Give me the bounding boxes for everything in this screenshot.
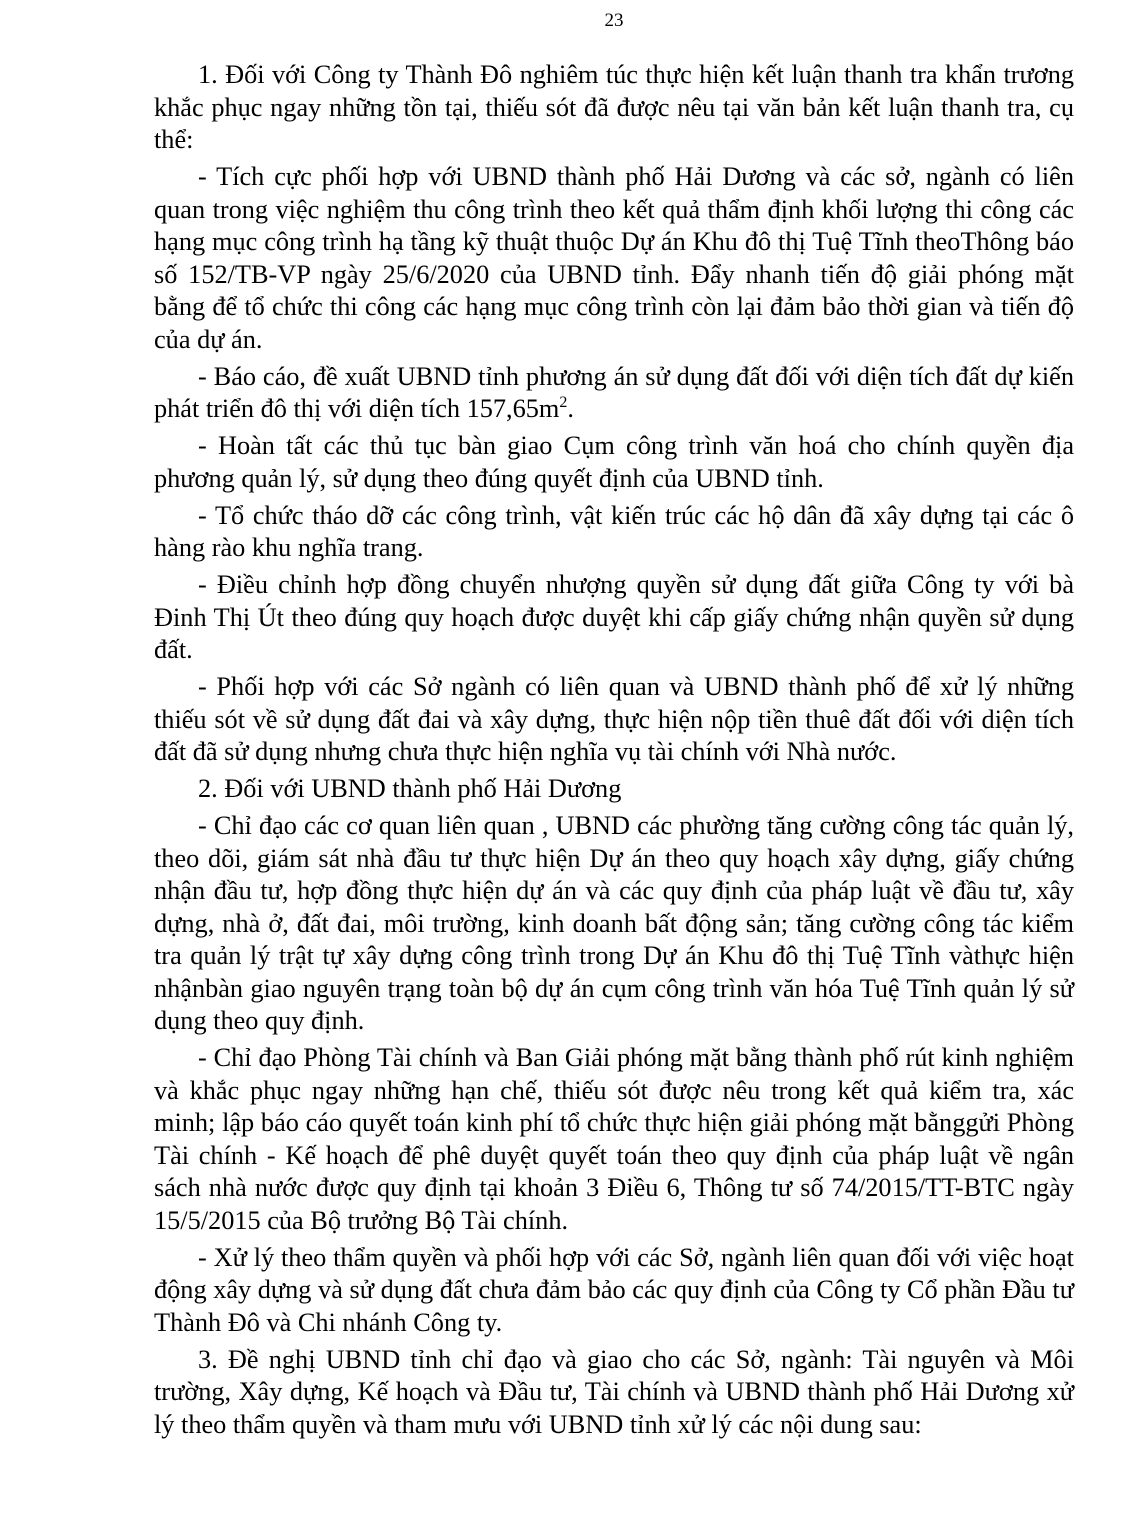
paragraph-land-use-proposal	[154, 361, 1074, 426]
paragraph-direct-agencies: - Chỉ đạo các cơ quan liên quan , UBND các phường tăng cường công tác quản lý, theo dõi, giám sát nhà đầu tư thực hiện Dự án theo quy hoạch xây dựng, giấy chứng nhận đầu tư, hợp đồng thực hiện dự án và các quy định của pháp luật về đầu tư, xây dựng, nhà ở, đất đai, môi trường, kinh doanh bất động sản; tăng cường công tác kiểm tra quản lý trật tự xây dựng công trình trong Dự án Khu đô thị Tuệ Tĩnh vàthực hiện nhậnbàn giao nguyên trạng toàn bộ dự án cụm công trình văn hóa Tuệ Tĩnh quản lý sử dụng theo quy định.	[154, 811, 1074, 1035]
paragraph-section-1-intro: 1. Đối với Công ty Thành Đô nghiêm túc thực hiện kết luận thanh tra khẩn trương khắc phục ngay những tồn tại, thiếu sót đã được nêu tại văn bản kết luận thanh tra, cụ thể:	[154, 60, 1074, 154]
paragraph-coordinate-acceptance: - Tích cực phối hợp với UBND thành phố Hải Dương và các sở, ngành có liên quan trong việc nghiệm thu công trình theo kết quả thẩm định khối lượng thi công các hạng mục công trình hạ tầng kỹ thuật thuộc Dự án Khu đô thị Tuệ Tĩnh theoThông báo số 152/TB-VP ngày 25/6/2020 của UBND tỉnh. Đẩy nhanh tiến độ giải phóng mặt bằng để tổ chức thi công các hạng mục công trình còn lại đảm bảo thời gian và tiến độ của dự án.	[154, 162, 1074, 354]
page-number: 23	[604, 10, 624, 31]
paragraph-handle-violations: - Xử lý theo thẩm quyền và phối hợp với các Sở, ngành liên quan đối với việc hoạt động xây dựng và sử dụng đất chưa đảm bảo các quy định của Công ty Cổ phần Đầu tư Thành Đô và Chi nhánh Công ty.	[154, 1242, 1074, 1337]
area-superscript: 2	[559, 394, 568, 411]
paragraph-coordinate-land-rent: - Phối hợp với các Sở ngành có liên quan và UBND thành phố để xử lý những thiếu sót về sử dụng đất đai và xây dựng, thực hiện nộp tiền thuê đất đối với diện tích đất đã sử dụng nhưng chưa thực hiện nghĩa vụ tài chính với Nhà nước.	[154, 672, 1074, 766]
paragraph-handover-cultural-complex: - Hoàn tất các thủ tục bàn giao Cụm công trình văn hoá cho chính quyền địa phương quản lý, sử dụng theo đúng quyết định của UBND tỉnh.	[154, 431, 1074, 493]
paragraph-section-3-intro: 3. Đề nghị UBND tỉnh chỉ đạo và giao cho các Sở, ngành: Tài nguyên và Môi trường, Xây dựng, Kế hoạch và Đầu tư, Tài chính và UBND thành phố Hải Dương xử lý theo thẩm quyền và tham mưu với UBND tỉnh xử lý các nội dung sau:	[154, 1344, 1074, 1439]
area-suffix: .	[567, 394, 574, 423]
paragraph-adjust-transfer-contract: - Điều chỉnh hợp đồng chuyển nhượng quyền sử dụng đất giữa Công ty với bà Đinh Thị Út theo đúng quy hoạch được duyệt khi cấp giấy chứng nhận quyền sử dụng đất.	[154, 570, 1074, 664]
paragraph-dismantle-structures: - Tổ chức tháo dỡ các công trình, vật kiến trúc các hộ dân đã xây dựng tại các ô hàng rào khu nghĩa trang.	[154, 500, 1074, 562]
document-body	[154, 59, 1074, 1446]
area-text: - Báo cáo, đề xuất UBND tỉnh phương án sử dụng đất đối với diện tích đất dự kiến phát triển đô thị với diện tích 157,65m	[154, 361, 1074, 423]
paragraph-section-2-heading: 2. Đối với UBND thành phố Hải Dương	[198, 774, 622, 803]
paragraph-direct-finance-office: - Chỉ đạo Phòng Tài chính và Ban Giải phóng mặt bằng thành phố rút kinh nghiệm và khắc phục ngay những hạn chế, thiếu sót được nêu trong kết quả kiểm tra, xác minh; lập báo cáo quyết toán kinh phí tổ chức thực hiện giải phóng mặt bằnggửi Phòng Tài chính - Kế hoạch để phê duyệt quyết toán theo quy định của pháp luật về ngân sách nhà nước được quy định tại khoản 3 Điều 6, Thông tư số 74/2015/TT-BTC ngày 15/5/2015 của Bộ trưởng Bộ Tài chính.	[154, 1043, 1074, 1235]
